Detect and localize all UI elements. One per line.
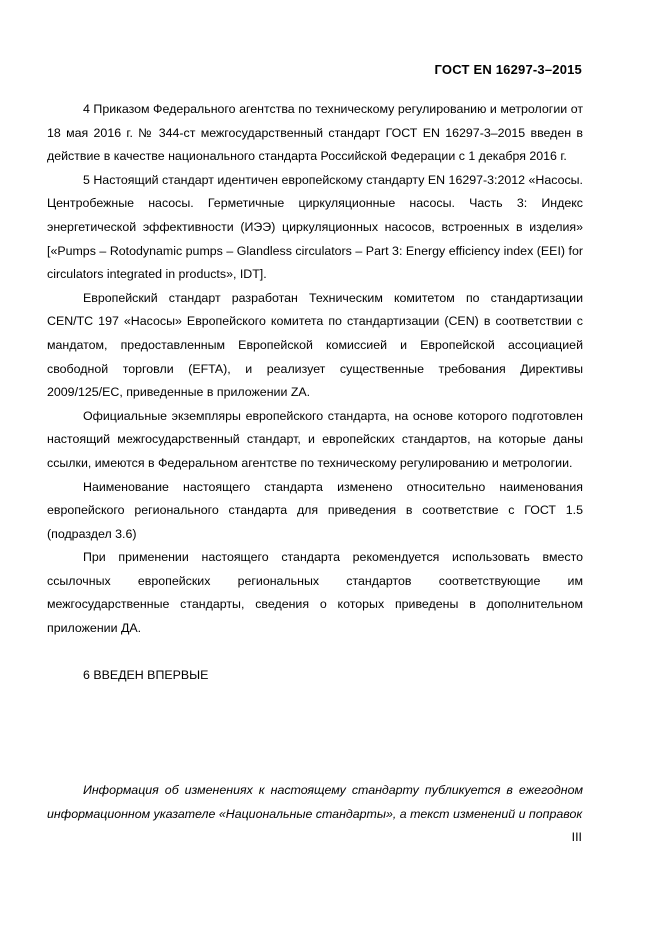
paragraph-application: При применении настоящего стандарта рекомендуется использовать вместо ссылочных европейских региональных стандартов соответствующие им межгосударственные стандарты, сведения о которых приведены в дополнительном приложении ДА. — [47, 550, 583, 636]
document-code-header: ГОСТ EN 16297-3–2015 — [434, 62, 582, 77]
paragraph-item-4: 4 Приказом Федерального агентства по техническому регулированию и метрологии от 18 мая 2016 г. № 344-ст межгосударственный стандарт ГОСТ EN 16297-3–2015 введен в действие в качестве национального стандарта Российской Федерации с 1 декабря 2016 г. — [47, 102, 583, 164]
paragraph-item-6: 6 ВВЕДЕН ВПЕРВЫЕ — [83, 668, 209, 683]
paragraph-title-change: Наименование настоящего стандарта изменено относительно наименования европейского регионального стандарта для приведения в соответствие с ГОСТ 1.5 (подраздел 3.6) — [47, 479, 583, 541]
changes-info-note — [47, 779, 583, 826]
page-number: III — [571, 830, 582, 844]
changes-info-text: Информация об изменениях к настоящему стандарту публикуется в ежегодном информационном указателе «Национальные стандарты», а текст изменений и поправок — [47, 783, 583, 821]
document-body — [47, 98, 583, 688]
paragraph-item-5: 5 Настоящий стандарт идентичен европейскому стандарту EN 16297-3:2012 «Насосы. Центробежные насосы. Герметичные циркуляционные насосы. Часть 3: Индекс энергетической эффективности (ИЭЭ) циркуляционных насосов, встроенных в изделия» [«Pumps – Rotodynamic pumps – Glandless circulators – Part 3: Energy efficiency index (EEI) for circulators integrated in products», IDT]. — [47, 172, 583, 282]
paragraph-european-standard: Европейский стандарт разработан Техническим комитетом по стандартизации CEN/TC 197 «Насосы» Европейского комитета по стандартизации (CEN) в соответствии с мандатом, предоставленным Европейской комиссией и Европейской ассоциацией свободной торговли (EFTA), и реализует существенные требования Директивы 2009/125/EC, приведенные в приложении ZA. — [47, 290, 583, 400]
paragraph-official-copies: Официальные экземпляры европейского стандарта, на основе которого подготовлен настоящий межгосударственный стандарт, и европейских стандартов, на которые даны ссылки, имеются в Федеральном агентстве по техническому регулированию и метрологии. — [47, 408, 583, 470]
